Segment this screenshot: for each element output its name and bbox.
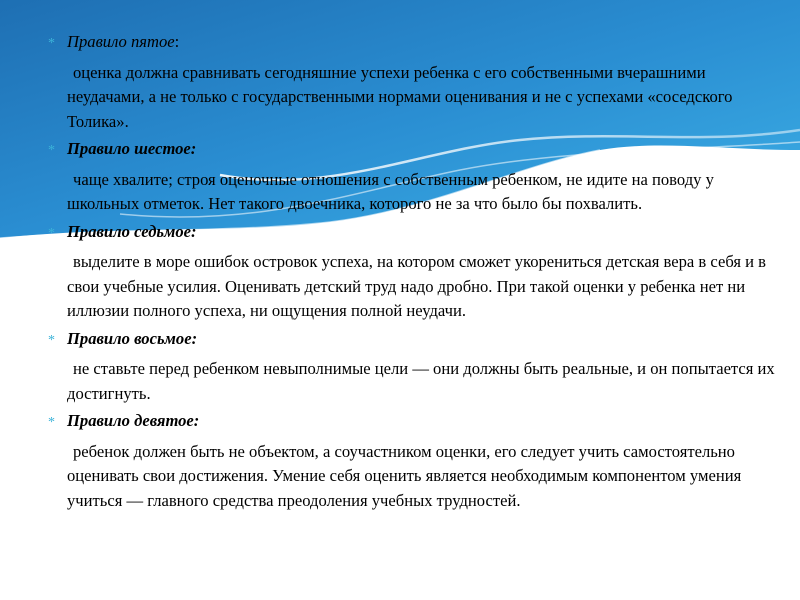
rule-text: выделите в море ошибок островок успеха, на котором сможет укорениться детская вера в себя и в свои учебные усилия. Оценивать детский труд надо дробно. При такой оценки у ребенка нет ни иллюзии полного успеха, ни ощущения полной неудачи. <box>67 252 766 320</box>
rule-title: Правило седьмое: <box>67 221 197 241</box>
rule-7 <box>48 220 783 324</box>
rule-9 <box>48 409 783 513</box>
rule-8 <box>48 327 783 407</box>
rule-text: оценка должна сравнивать сегодняшние успехи ребенка с его собственными вчерашними неудачами, а не только с государственными нормами оценивания и не с успехами «соседского Толика». <box>67 62 733 131</box>
rule-title: Правило шестое: <box>67 139 197 158</box>
bullet-asterisk-icon: * <box>48 36 55 51</box>
rule-heading <box>48 327 783 354</box>
bullet-asterisk-icon: * <box>48 143 55 158</box>
rule-title: Правило девятое: <box>67 411 200 430</box>
rule-text: не ставьте перед ребенком невыполнимые цели — они должны быть реальные, и он попытается их достигнуть. <box>67 359 775 403</box>
rule-5 <box>48 30 783 134</box>
bullet-asterisk-icon: * <box>48 225 55 241</box>
bullet-asterisk-icon: * <box>48 415 55 430</box>
rule-heading <box>48 30 783 57</box>
rule-heading <box>48 409 783 436</box>
rule-heading <box>48 137 783 164</box>
bullet-asterisk-icon: * <box>48 332 55 348</box>
rules-list <box>48 30 783 516</box>
rule-title: Правило пятое <box>67 32 175 51</box>
rule-heading <box>48 220 783 247</box>
rule-title: Правило восьмое: <box>67 328 198 348</box>
rule-title-colon: : <box>174 32 180 51</box>
rule-6 <box>48 137 783 217</box>
rule-text: ребенок должен быть не объектом, а соучастником оценки, его следует учить самостоятельно оценивать свои достижения. Умение себя оценить является необходимым компонентом умения учиться — главного средства преодоления учебных трудностей. <box>67 441 742 510</box>
rule-text: чаще хвалите; строя оценочные отношения с собственным ребенком, не идите на поводу у школьных отметок. Нет такого двоечника, которого не за что было бы похвалить. <box>67 169 714 213</box>
